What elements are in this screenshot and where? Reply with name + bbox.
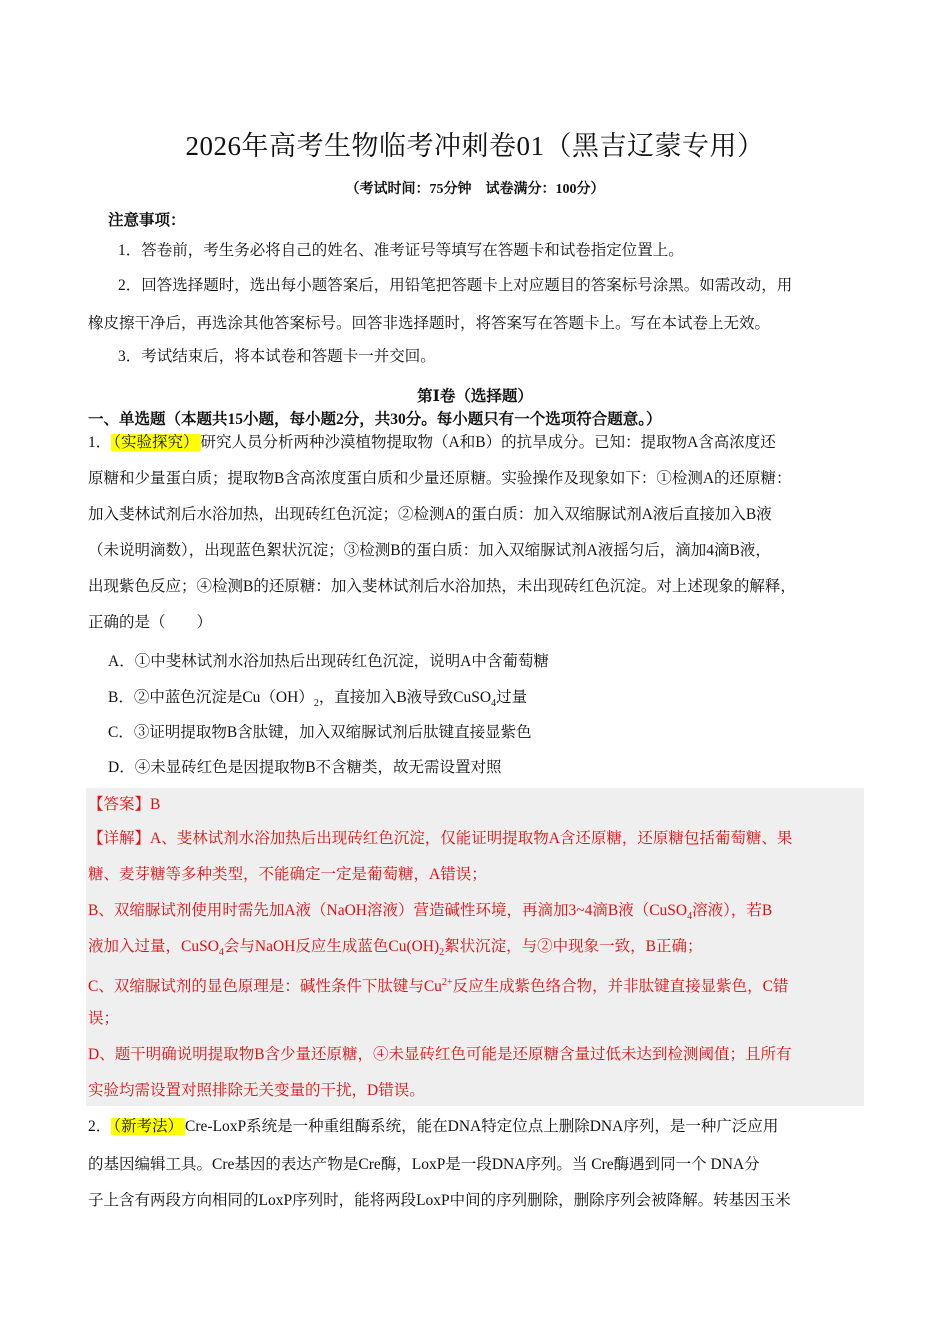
answer-value: B bbox=[150, 796, 161, 813]
question-1-option-a: A．①中斐林试剂水浴加热后出现砖红色沉淀，说明A中含葡萄糖 bbox=[108, 653, 549, 670]
option-b-text: 过量 bbox=[496, 689, 528, 706]
question-1-line: 出现紫色反应；④检测B的还原糖：加入斐林试剂后水浴加热，未出现砖红色沉淀。对上述现象的解释， bbox=[88, 578, 796, 595]
question-1-option-c: C．③证明提取物B含肽键，加入双缩脲试剂后肽键直接显紫色 bbox=[108, 724, 532, 741]
explanation-d-line-2: 实验均需设置对照排除无关变量的干扰，D错误。 bbox=[88, 1082, 425, 1099]
explanation-b-line-2 bbox=[88, 936, 703, 964]
explanation-a-line-2: 糖、麦芽糖等多种类型，不能确定一定是葡萄糖，A错误； bbox=[88, 866, 487, 883]
notice-item-2-cont: 橡皮擦干净后，再选涂其他答案标号。回答非选择题时，将答案写在答题卡上。写在本试卷上无效。 bbox=[88, 315, 771, 332]
question-1-line: 原糖和少量蛋白质；提取物B含高浓度蛋白质和少量还原糖。实验操作及现象如下：①检测A的还原糖： bbox=[88, 470, 792, 487]
question-1-tag: （实验探究） bbox=[113, 434, 199, 451]
explanation-text: 溶液），若B bbox=[692, 902, 773, 919]
question-2-line: 的基因编辑工具。Cre基因的表达产物是Cre酶，LoxP是一段DNA序列。当 Cre酶遇到同一个 DNA分 bbox=[88, 1156, 760, 1173]
question-1-number: 1． bbox=[88, 434, 112, 451]
explanation-text: A、斐林试剂水浴加热后出现砖红色沉淀，仅能证明提取物A含还原糖，还原糖包括葡萄糖、果 bbox=[150, 830, 793, 847]
question-1-stem bbox=[88, 432, 776, 454]
question-2-number: 2． bbox=[88, 1118, 112, 1135]
question-2-tag: （新考法） bbox=[113, 1118, 184, 1135]
question-1-text: 研究人员分析两种沙漠植物提取物（A和B）的抗旱成分。已知：提取物A含高浓度还 bbox=[200, 434, 776, 451]
explanation-d-line-1: D、题干明确说明提取物B含少量还原糖，④未显砖红色可能是还原糖含量过低未达到检测阈值；且所有 bbox=[88, 1046, 792, 1063]
exam-title: 2026年高考生物临考冲刺卷01（黑吉辽蒙专用） bbox=[185, 131, 765, 161]
question-2-stem bbox=[88, 1116, 778, 1138]
explanation-text: 反应生成紫色络合物，并非肽键直接显紫色，C错 bbox=[452, 978, 789, 996]
section-heading: 第Ⅰ卷（选择题） bbox=[417, 388, 533, 405]
explanation-text: 絮状沉淀，与②中现象一致，B正确； bbox=[444, 938, 703, 955]
notice-item-3: 3．考试结束后，将本试卷和答题卡一并交回。 bbox=[118, 348, 436, 365]
explanation-c-line-1 bbox=[88, 972, 788, 998]
answer-label: 【答案】 bbox=[88, 796, 151, 813]
explanation-c-line-2: 误； bbox=[88, 1010, 120, 1027]
subscript: 4 bbox=[218, 947, 224, 959]
explanation-text: B、双缩脲试剂使用时需先加A液（NaOH溶液）营造碱性环境，再滴加3~4滴B液（CuSO bbox=[88, 902, 688, 919]
explanation-label: 【详解】 bbox=[88, 830, 151, 847]
question-1-option-b bbox=[108, 687, 527, 715]
question-2-line: 子上含有两段方向相同的LoxP序列时，能将两段LoxP中间的序列删除，删除序列会被降解。转基因玉米 bbox=[88, 1192, 791, 1209]
question-1-line: 正确的是（ ） bbox=[88, 614, 213, 631]
exam-subtitle: （考试时间：75分钟 试卷满分：100分） bbox=[345, 182, 605, 197]
notice-item-2: 2．回答选择题时，选出每小题答案后，用铅笔把答题卡上对应题目的答案标号涂黑。如需改动，用 bbox=[118, 277, 793, 294]
notice-item-1: 1．答卷前，考生务必将自己的姓名、准考证号等填写在答题卡和试卷指定位置上。 bbox=[118, 242, 684, 259]
question-1-line: 加入斐林试剂后水浴加热，出现砖红色沉淀；②检测A的蛋白质：加入双缩脲试剂A液后直接加入B液 bbox=[88, 506, 772, 523]
option-b-text: B．②中蓝色沉淀是Cu（OH） bbox=[108, 689, 314, 706]
subscript: 4 bbox=[491, 698, 497, 710]
explanation-a-line-1 bbox=[88, 828, 792, 850]
question-1-line: （未说明滴数），出现蓝色絮状沉淀；③检测B的蛋白质：加入双缩脲试剂A液摇匀后，滴加4滴B液， bbox=[88, 542, 771, 559]
subscript: 2 bbox=[313, 698, 319, 710]
notice-heading: 注意事项： bbox=[108, 212, 186, 229]
explanation-text: C、双缩脲试剂的显色原理是：碱性条件下肽键与Cu bbox=[88, 978, 442, 996]
question-1-option-d: D．④未显砖红色是因提取物B不含糖类，故无需设置对照 bbox=[108, 759, 502, 776]
explanation-text: 会与NaOH反应生成蓝色Cu(OH) bbox=[223, 938, 440, 955]
answer-line bbox=[88, 794, 160, 816]
part-heading: 一、单选题（本题共15小题，每小题2分，共30分。每小题只有一个选项符合题意。） bbox=[88, 411, 662, 428]
explanation-text: 液加入过量，CuSO bbox=[88, 938, 219, 955]
question-2-text: Cre-LoxP系统是一种重组酶系统，能在DNA特定位点上删除DNA序列，是一种广泛应用 bbox=[185, 1118, 779, 1135]
explanation-b-line-1 bbox=[88, 900, 772, 928]
subscript: 2 bbox=[439, 947, 445, 959]
superscript: 2+ bbox=[441, 977, 453, 988]
option-b-text: ，直接加入B液导致CuSO bbox=[318, 689, 492, 706]
subscript: 4 bbox=[687, 911, 693, 923]
